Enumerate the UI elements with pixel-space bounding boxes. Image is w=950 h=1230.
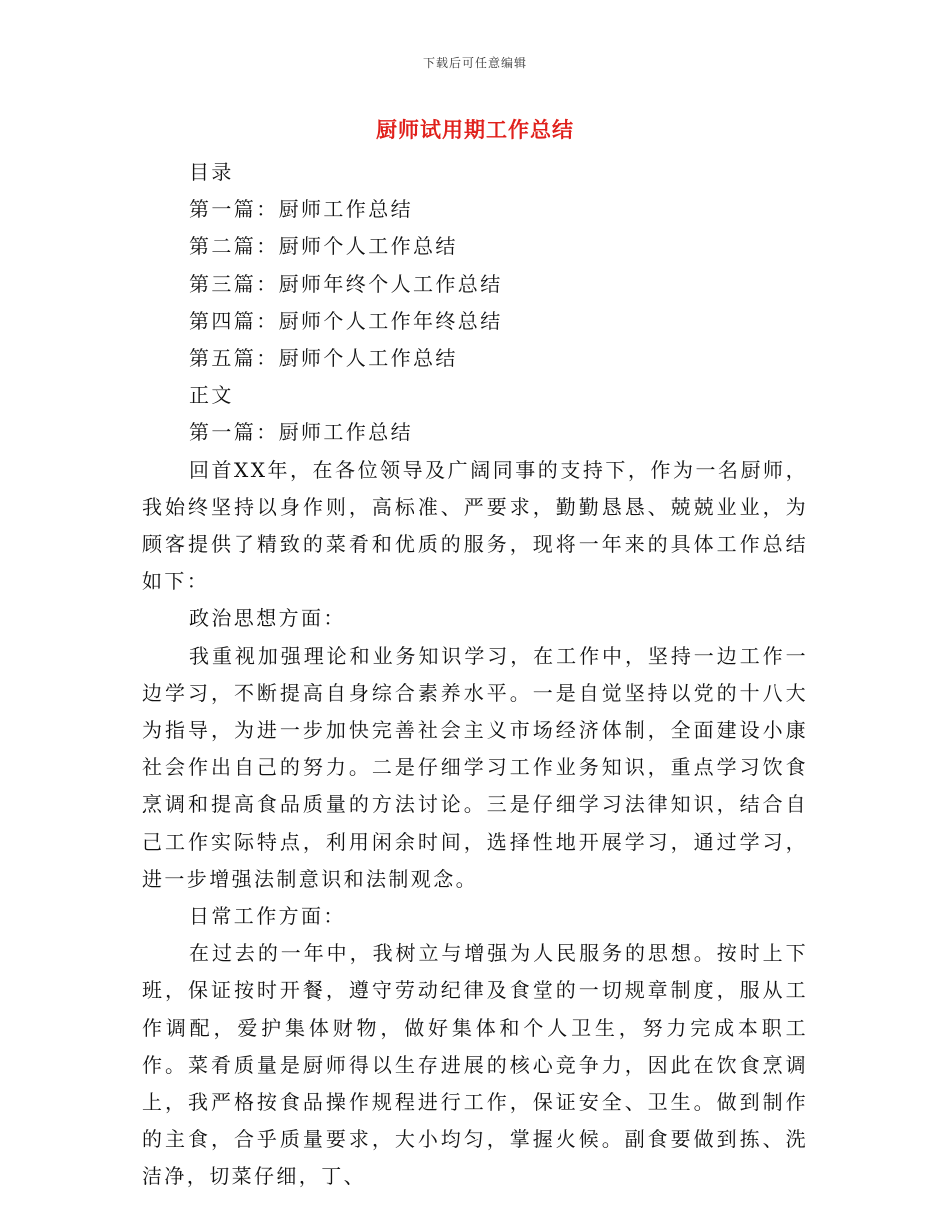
toc-item-5: 第五篇：厨师个人工作总结 [189, 346, 458, 371]
toc-item-2: 第二篇：厨师个人工作总结 [189, 234, 458, 259]
body-heading: 正文 [189, 383, 234, 408]
toc-item-1: 第一篇：厨师工作总结 [189, 197, 413, 222]
chapter-title: 第一篇：厨师工作总结 [189, 420, 413, 445]
document-body [142, 154, 808, 1196]
daily-paragraph: 在过去的一年中，我树立与增强为人民服务的思想。按时上下班，保证按时开餐，遵守劳动纪律及食堂的一切规章制度，服从工作调配，爱护集体财物，做好集体和个人卫生，努力完成本职工作。菜肴质量是厨师得以生存进展的核心竞争力，因此在饮食烹调上，我严格按食品操作规程进行工作，保证安全、卫生。做到制作的主食，合乎质量要求，大小均匀，掌握火候。副食要做到拣、洗洁净，切菜仔细，丁、 [142, 941, 808, 1189]
intro-paragraph: 回首XX年，在各位领导及广阔同事的支持下，作为一名厨师，我始终坚持以身作则，高标准、严要求，勤勤恳恳、兢兢业业，为顾客提供了精致的菜肴和优质的服务，现将一年来的具体工作总结如下： [142, 457, 808, 594]
document-title: 厨师试用期工作总结 [376, 117, 574, 142]
toc-heading: 目录 [189, 160, 234, 184]
page-header-note: 下载后可任意编辑 [422, 56, 527, 70]
political-paragraph: 我重视加强理论和业务知识学习，在工作中，坚持一边工作一边学习，不断提高自身综合素养水平。一是自觉坚持以党的十八大为指导，为进一步加快完善社会主义市场经济体制，全面建设小康社会作出自己的努力。二是仔细学习工作业务知识，重点学习饮食烹调和提高食品质量的方法讨论。三是仔细学习法律知识，结合自己工作实际特点，利用闲余时间，选择性地开展学习，通过学习，进一步增强法制意识和法制观念。 [142, 643, 808, 891]
toc-item-4: 第四篇：厨师个人工作年终总结 [189, 308, 503, 333]
section-heading-daily: 日常工作方面： [189, 904, 346, 929]
toc-item-3: 第三篇：厨师年终个人工作总结 [189, 271, 503, 296]
section-heading-political: 政治思想方面： [189, 606, 346, 631]
